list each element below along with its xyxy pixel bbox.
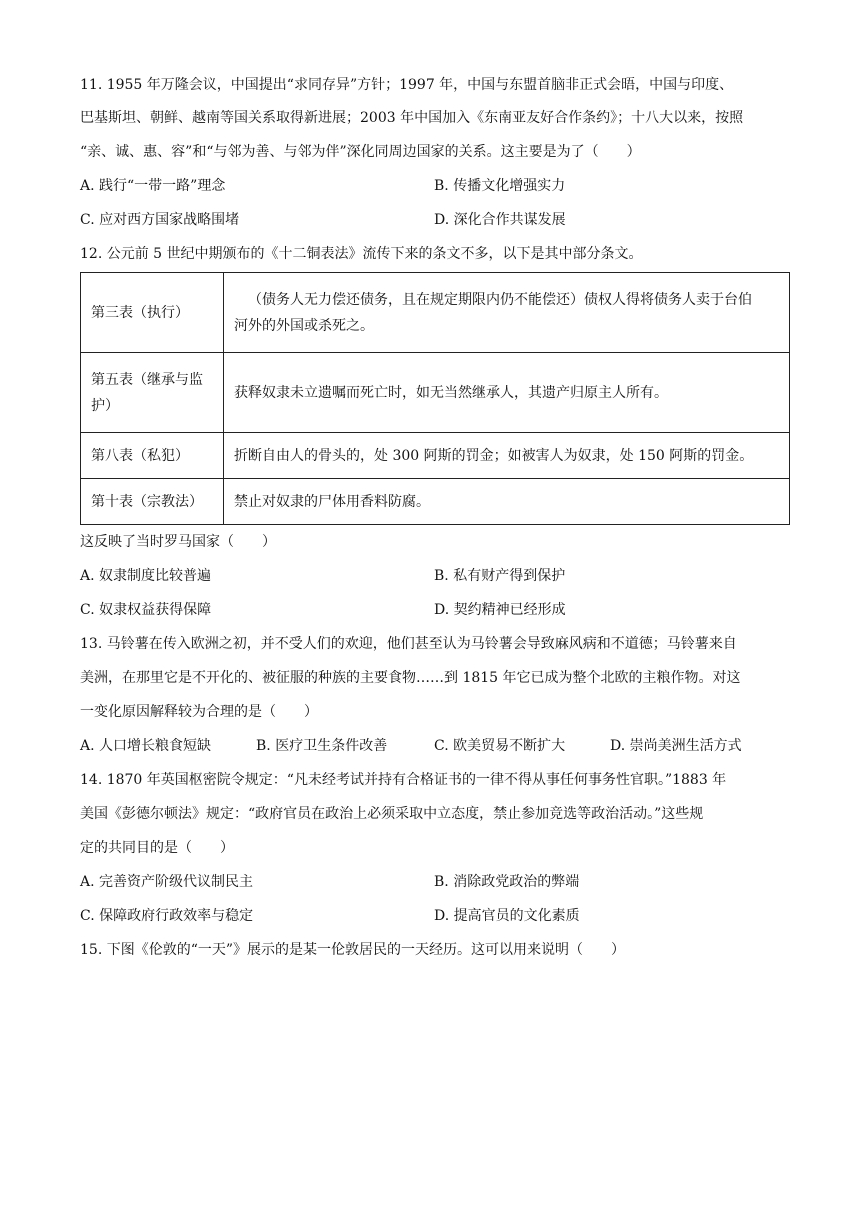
table-cell-text — [224, 479, 790, 525]
table-row — [81, 273, 790, 353]
table-cell-header — [81, 353, 224, 433]
q13-stem-line-1: 13. 马铃薯在传入欧洲之初，并不受人们的欢迎，他们甚至认为马铃薯会导致麻风病和不道德；马铃薯来自 — [80, 636, 737, 652]
q12-after-table: 这反映了当时罗马国家（ ） — [80, 534, 276, 550]
q13-stem-line-3: 一变化原因解释较为合理的是（ ） — [80, 704, 318, 720]
table-row — [81, 433, 790, 479]
q13-option-b: B. 医疗卫生条件改善 — [256, 738, 388, 754]
q11-stem-line-1: 11. 1955 年万隆会议，中国提出“求同存异”方针；1997 年，中国与东盟首脑非正式会晤，中国与印度、 — [80, 77, 734, 93]
q14-stem-line-3: 定的共同目的是（ ） — [80, 840, 234, 856]
row-text: 禁止对奴隶的尸体用香料防腐。 — [234, 493, 430, 510]
q13-option-c: C. 欧美贸易不断扩大 — [434, 738, 566, 754]
q14-stem-line-2: 美国《彭德尔顿法》规定：“政府官员在政治上必须采取中立态度，禁止参加竞选等政治活动。”这些规 — [80, 806, 704, 822]
q15-stem: 15. 下图《伦敦的“一天”》展示的是某一伦敦居民的一天经历。这可以用来说明（ ） — [80, 942, 626, 958]
row-title-line-2: 护） — [91, 397, 119, 414]
q13-option-d: D. 崇尚美洲生活方式 — [610, 738, 742, 754]
q11-option-c: C. 应对西方国家战略围堵 — [80, 212, 240, 228]
q11-stem-line-3: “亲、诚、惠、容”和“与邻为善、与邻为伴”深化同周边国家的关系。这主要是为了（ ） — [80, 144, 641, 160]
q14-option-d: D. 提高官员的文化素质 — [434, 908, 580, 924]
row-title: 第十表（宗教法） — [91, 493, 203, 510]
row-text: 折断自由人的骨头的，处 300 阿斯的罚金；如被害人为奴隶，处 150 阿斯的罚金。 — [234, 447, 754, 464]
table-cell-text — [224, 433, 790, 479]
row-title-line-1: 第五表（继承与监 — [91, 371, 203, 388]
table-cell-header — [81, 433, 224, 479]
q14-option-b: B. 消除政党政治的弊端 — [434, 874, 580, 890]
q12-option-a: A. 奴隶制度比较普遍 — [80, 568, 212, 584]
row-title: 第八表（私犯） — [91, 447, 189, 464]
q12-option-b: B. 私有财产得到保护 — [434, 568, 566, 584]
q13-stem-line-2: 美洲，在那里它是不开化的、被征服的种族的主要食物……到 1815 年它已成为整个北欧的主粮作物。对这 — [80, 670, 741, 686]
q11-stem-line-2: 巴基斯坦、朝鲜、越南等国关系取得新进展；2003 年中国加入《东南亚友好合作条约》；十八大以来，按照 — [80, 110, 744, 126]
q14-option-c: C. 保障政府行政效率与稳定 — [80, 908, 254, 924]
table-cell-header — [81, 273, 224, 353]
twelve-tables-table — [80, 272, 790, 525]
row-title: 第三表（执行） — [91, 304, 189, 321]
row-text-line-1: （债务人无力偿还债务，且在规定期限内仍不能偿还）债权人得将债务人卖于台伯 — [248, 291, 752, 308]
q14-stem-line-1: 14. 1870 年英国枢密院令规定：“凡未经考试并持有合格证书的一律不得从事任何事务性官职。”1883 年 — [80, 772, 727, 788]
row-text-line-2: 河外的外国或杀死之。 — [234, 317, 374, 334]
table-row — [81, 479, 790, 525]
q12-option-d: D. 契约精神已经形成 — [434, 602, 566, 618]
q11-option-d: D. 深化合作共谋发展 — [434, 212, 566, 228]
q13-option-a: A. 人口增长粮食短缺 — [80, 738, 212, 754]
q11-option-b: B. 传播文化增强实力 — [434, 178, 566, 194]
table-cell-text — [224, 273, 790, 353]
table-row — [81, 353, 790, 433]
table-cell-text — [224, 353, 790, 433]
row-text: 获释奴隶未立遗嘱而死亡时，如无当然继承人，其遗产归原主人所有。 — [234, 384, 668, 401]
q14-option-a: A. 完善资产阶级代议制民主 — [80, 874, 254, 890]
q11-option-a: A. 践行“一带一路”理念 — [80, 178, 226, 194]
q12-stem: 12. 公元前 5 世纪中期颁布的《十二铜表法》流传下来的条文不多，以下是其中部分条文。 — [80, 246, 643, 262]
table-cell-header — [81, 479, 224, 525]
q12-option-c: C. 奴隶权益获得保障 — [80, 602, 212, 618]
